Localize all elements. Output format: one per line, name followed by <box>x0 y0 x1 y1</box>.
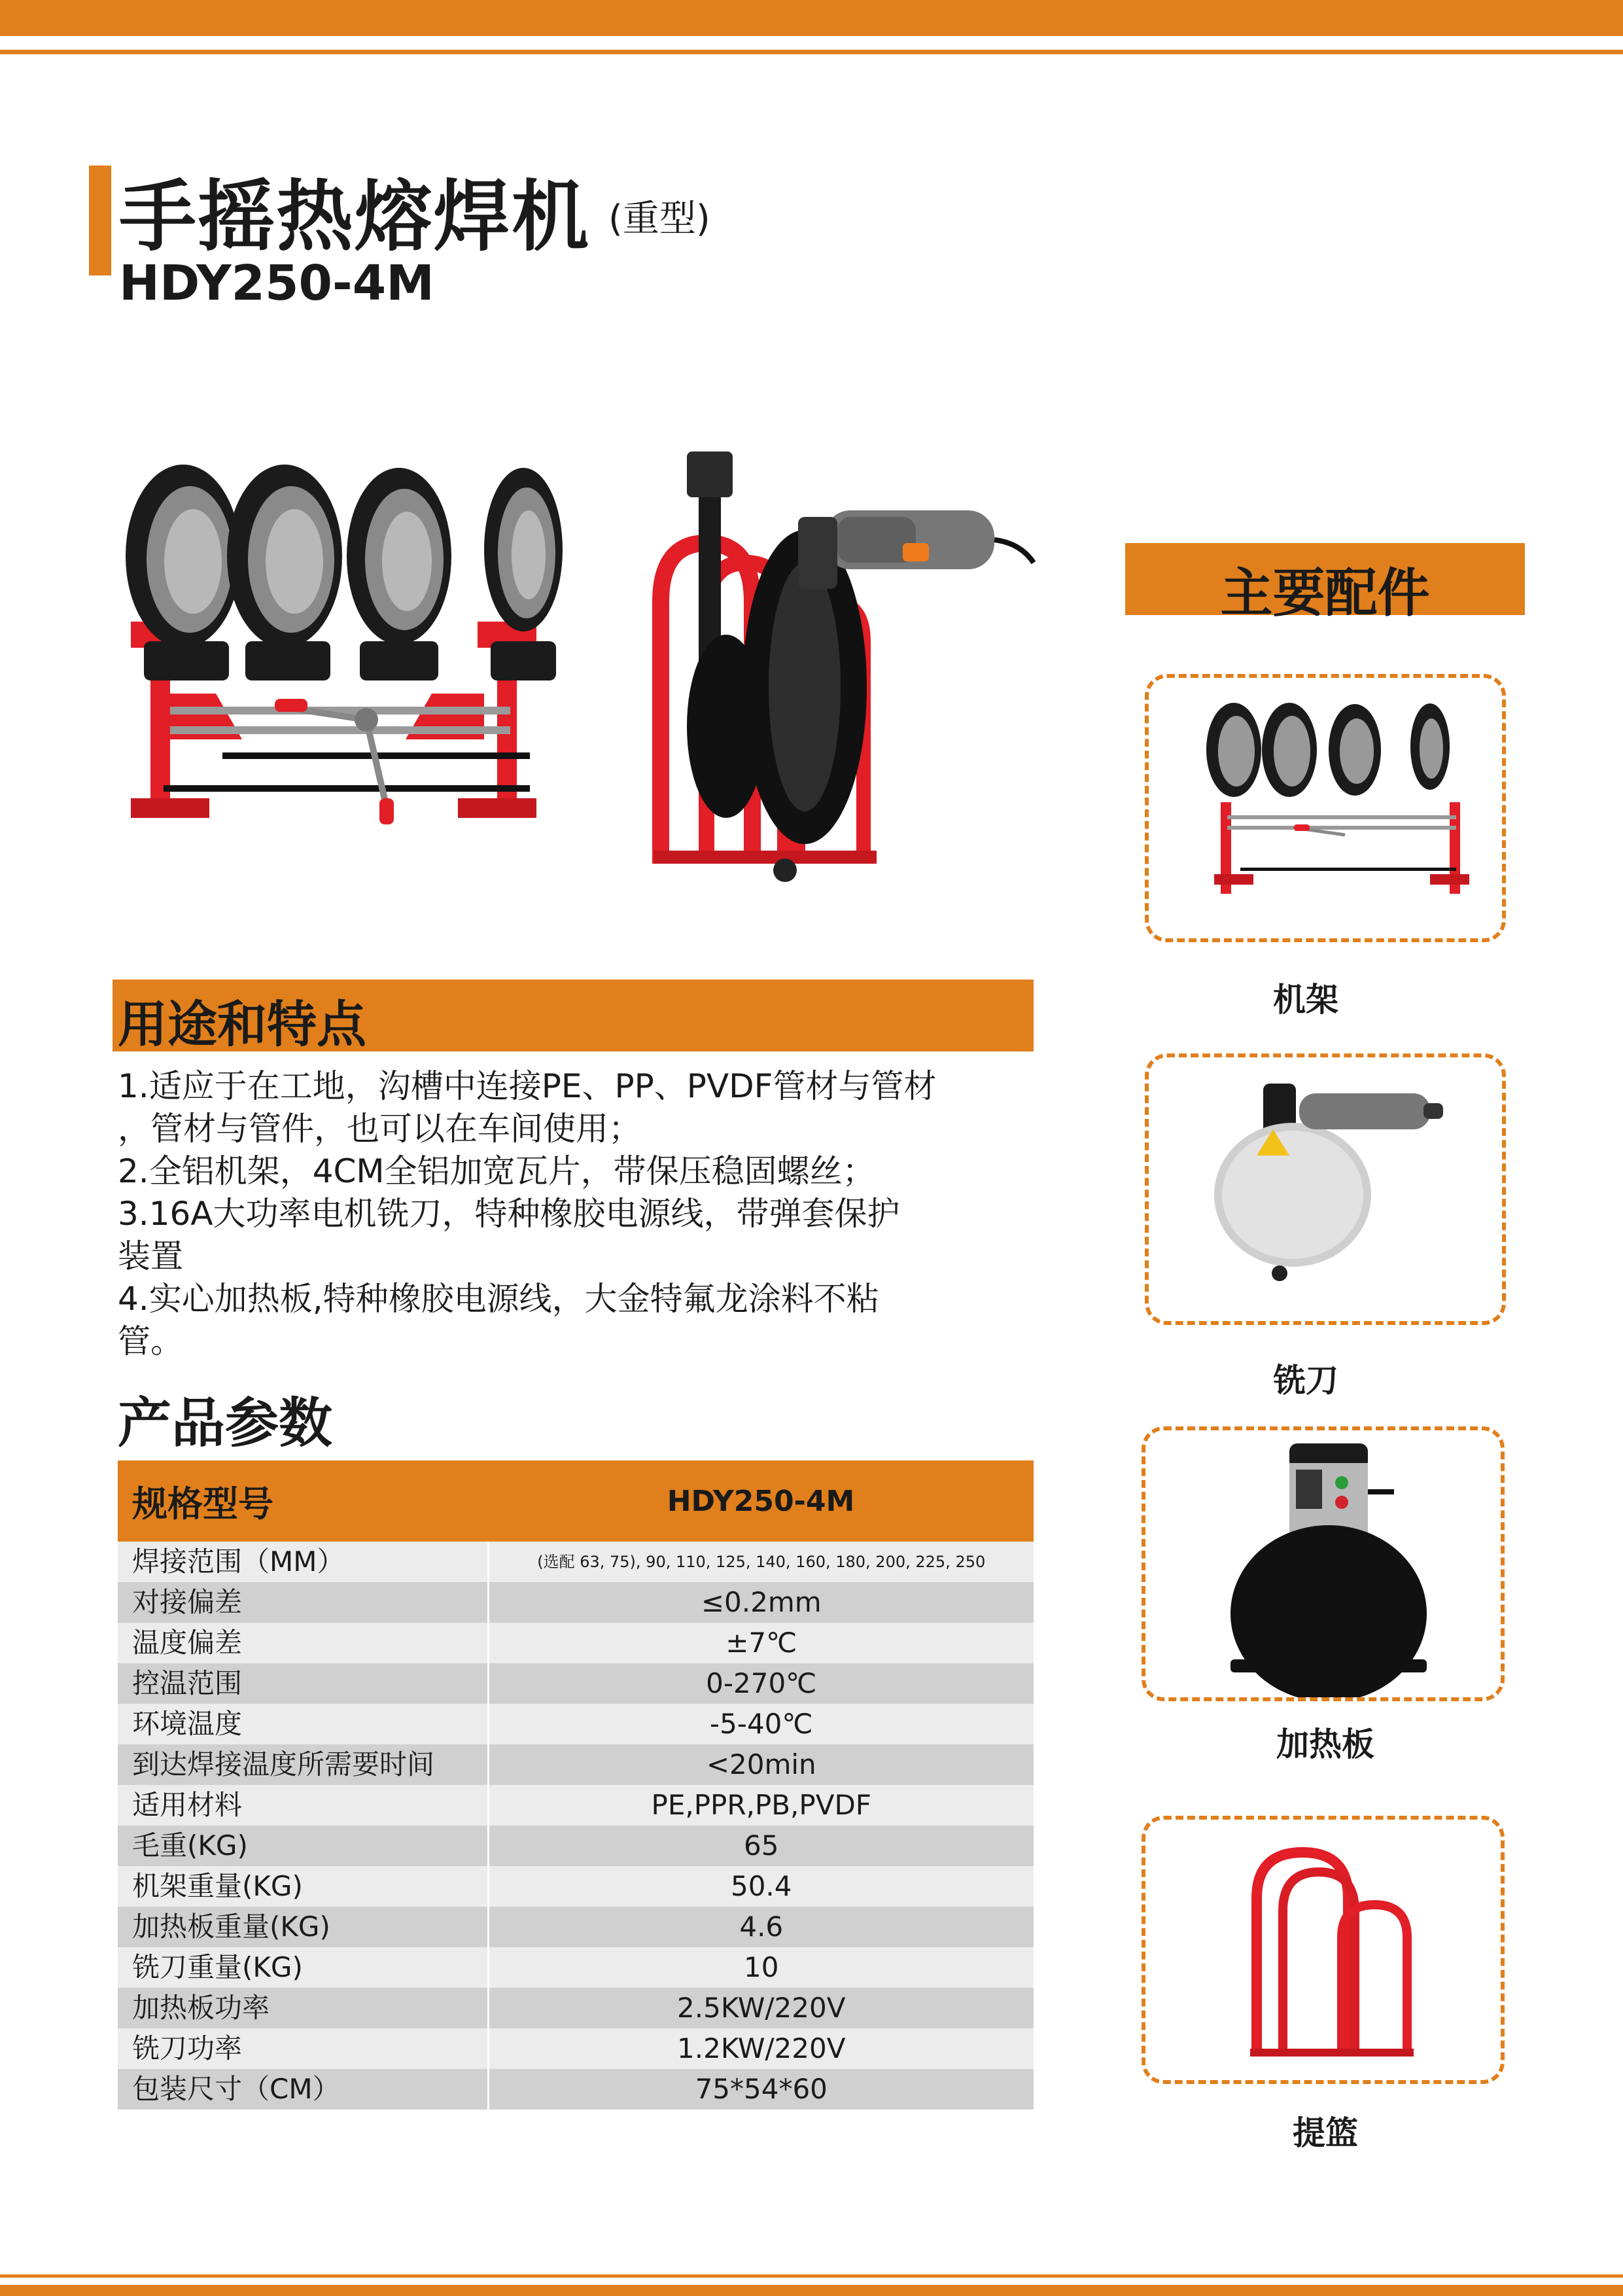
spec-key: 铣刀重量(KG) <box>118 1947 488 1988</box>
spec-value: 2.5KW/220V <box>488 1988 1034 2028</box>
params-heading: 产品参数 <box>118 1392 333 1455</box>
feature-line: 4.实心加热板,特种橡胶电源线，大金特氟龙涂料不粘 <box>118 1280 879 1318</box>
product-title: 手摇热熔焊机 <box>119 171 591 262</box>
spec-key: 机架重量(KG) <box>118 1866 488 1907</box>
spec-key: 温度偏差 <box>118 1623 488 1663</box>
bottom-orange-band <box>0 2285 1623 2296</box>
accessory-label: 提篮 <box>1293 2114 1358 2152</box>
spec-key: 环境温度 <box>118 1704 488 1744</box>
spec-key: 包装尺寸（CM） <box>118 2069 488 2110</box>
feature-line: 装置 <box>118 1237 183 1275</box>
feature-line: 2.全铝机架，4CM全铝加宽瓦片，带保压稳固螺丝； <box>118 1152 875 1190</box>
accessory-card-basket <box>1142 1816 1505 2084</box>
accessories-heading: 主要配件 <box>1220 563 1430 624</box>
hero-tools-in-basket <box>654 451 1034 882</box>
spec-row <box>118 2069 1034 2110</box>
spec-row <box>118 1582 1034 1623</box>
spec-value: 0-270℃ <box>488 1663 1034 1704</box>
spec-row <box>118 1907 1034 1947</box>
spec-row <box>118 1947 1034 1988</box>
features-text <box>118 1065 1034 1363</box>
spec-key: 适用材料 <box>118 1785 488 1826</box>
accessory-card-trimmer <box>1145 1053 1506 1325</box>
spec-value: ≤0.2mm <box>488 1582 1034 1623</box>
spec-value: 1.2KW/220V <box>488 2028 1034 2069</box>
spec-value: ±7℃ <box>488 1623 1034 1663</box>
spec-table <box>118 1460 1034 2110</box>
spec-row <box>118 1704 1034 1744</box>
spec-value: 50.4 <box>488 1866 1034 1907</box>
accessories-heading-bar <box>1125 543 1525 624</box>
accessory-label: 机架 <box>1273 981 1338 1019</box>
spec-value: 65 <box>488 1826 1034 1866</box>
heater-image <box>1145 1430 1501 1697</box>
spec-key: 铣刀功率 <box>118 2028 488 2069</box>
feature-line: 3.16A大功率电机铣刀，特种橡胶电源线，带弹套保护 <box>118 1195 900 1233</box>
accessory-label: 铣刀 <box>1273 1362 1338 1400</box>
spec-value: -5-40℃ <box>488 1704 1034 1744</box>
spec-row <box>118 1623 1034 1663</box>
spec-row <box>118 1988 1034 2028</box>
hero-frame-assembly <box>126 465 563 824</box>
accessory-card-frame <box>1145 674 1506 942</box>
spec-value: 75*54*60 <box>488 2069 1034 2110</box>
spec-table-header <box>118 1460 1034 1542</box>
spec-row <box>118 1542 1034 1582</box>
accessory-label: 加热板 <box>1276 1725 1374 1763</box>
spec-row <box>118 1744 1034 1785</box>
spec-header-value: HDY250-4M <box>488 1460 1034 1542</box>
spec-value: 10 <box>488 1947 1034 1988</box>
spec-key: 对接偏差 <box>118 1582 488 1623</box>
features-heading-bar <box>113 980 1034 1051</box>
spec-key: 加热板重量(KG) <box>118 1907 488 1947</box>
spec-row <box>118 1785 1034 1826</box>
spec-value: (选配 63, 75), 90, 110, 125, 140, 160, 180, 200, 225, 250 <box>488 1542 1034 1582</box>
spec-key: 毛重(KG) <box>118 1826 488 1866</box>
spec-header-key: 规格型号 <box>118 1460 488 1542</box>
title-accent-bar <box>89 166 111 275</box>
spec-key: 焊接范围（MM） <box>118 1542 488 1582</box>
bottom-orange-rule <box>0 2274 1623 2278</box>
feature-line: 1.适应于在工地，沟槽中连接PE、PP、PVDF管材与管材 <box>118 1067 937 1105</box>
spec-row <box>118 2028 1034 2069</box>
spec-value: 4.6 <box>488 1907 1034 1947</box>
top-orange-band <box>0 0 1623 36</box>
frame-image <box>1149 678 1502 938</box>
product-title-suffix: (重型) <box>608 198 710 240</box>
hero-machine-illustration <box>92 445 1047 896</box>
spec-value: PE,PPR,PB,PVDF <box>488 1785 1034 1826</box>
spec-row <box>118 1663 1034 1704</box>
top-orange-rule <box>0 50 1623 54</box>
spec-key: 控温范围 <box>118 1663 488 1704</box>
spec-row <box>118 1826 1034 1866</box>
spec-value: <20min <box>488 1744 1034 1785</box>
spec-key: 到达焊接温度所需要时间 <box>118 1744 488 1785</box>
accessory-card-heater <box>1142 1426 1505 1701</box>
basket-image <box>1145 1820 1501 2080</box>
feature-line: ，管材与管件，也可以在车间使用； <box>118 1110 641 1148</box>
spec-row <box>118 1866 1034 1907</box>
spec-key: 加热板功率 <box>118 1988 488 2028</box>
trimmer-image <box>1149 1057 1502 1321</box>
feature-line: 管。 <box>118 1322 183 1360</box>
features-heading: 用途和特点 <box>118 995 366 1053</box>
product-model: HDY250-4M <box>119 255 434 311</box>
